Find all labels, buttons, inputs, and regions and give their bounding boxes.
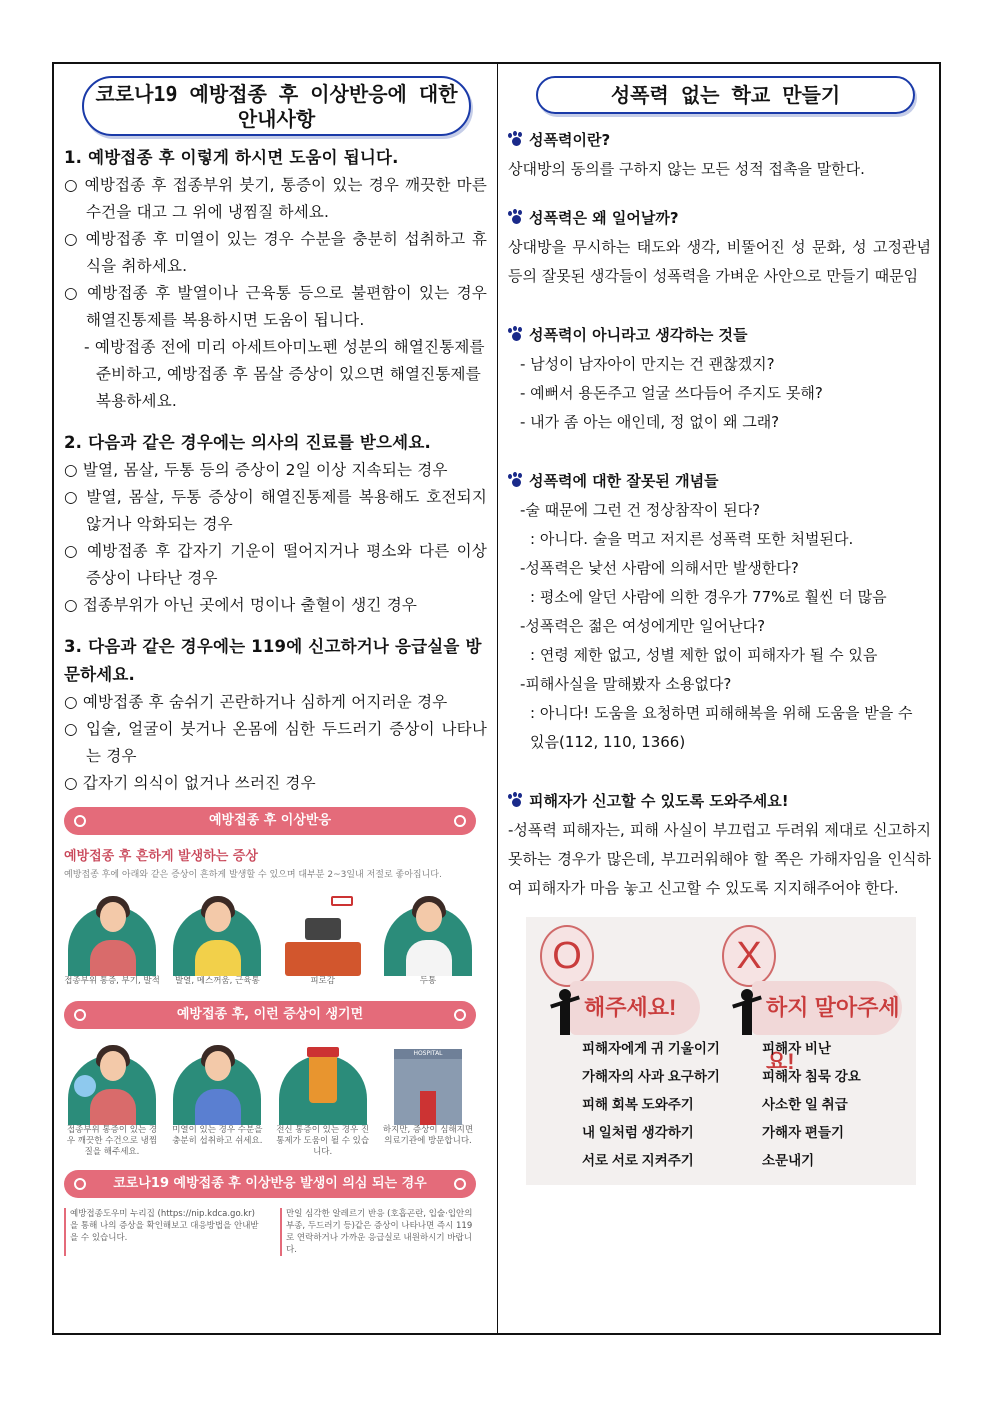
- symptom-label: 두통: [419, 976, 437, 986]
- question-heading: [508, 126, 931, 155]
- misconception-question: -성폭력은 젊은 여성에게만 일어난다?: [520, 617, 766, 635]
- list-item: ○ 예방접종 후 접종부위 붓기, 통증이 있는 경우 깨끗한 마른 수건을 대고 그 위에 냉찜질 하세요.: [64, 176, 487, 221]
- misconception-answer: : 아니다. 술을 먹고 저지른 성폭력 또한 처벌된다.: [530, 530, 854, 548]
- infographic-bar-1: [64, 807, 476, 835]
- list-item: ○ 발열, 몸살, 두통 증상이 해열진통제를 복용해도 호전되지 않거나 악화되는 경우: [64, 488, 487, 533]
- fatigue-illustration: [275, 888, 371, 976]
- section-3-heading: 3. 다음과 같은 경우에는 119에 신고하거나 응급실을 방문하세요.: [64, 637, 482, 684]
- question-heading: [508, 467, 931, 496]
- paragraph: -성폭력 피해자는, 피해 사실이 부끄럽고 두려워 제대로 신고하지 못하는 경우가 많은데, 부끄러워해야 할 쪽은 가해자임을 인식하여 피해자가 마음 놓고 신고할 수 있도록 지지해주어야 한다.: [508, 821, 931, 897]
- person-icon: [550, 989, 580, 1035]
- list-item: ○ 예방접종 후 미열이 있는 경우 수분을 충분히 섭취하고 휴식을 취하세요.: [64, 230, 487, 275]
- misconception-answer: : 연령 제한 없고, 성별 제한 없이 피해자가 될 수 있음: [530, 646, 878, 664]
- paw-icon: [508, 472, 524, 488]
- list-item: ○ 예방접종 후 갑자기 기운이 떨어지거나 평소와 다른 이상 증상이 나타난 경우: [64, 542, 487, 587]
- list-item: 피해자에게 귀 기울이기: [582, 1041, 720, 1056]
- misconception-answer: : 아니다! 도움을 요청하면 피해해복을 위해 도움을 받을 수 있음(112, 110, 1366): [530, 704, 913, 751]
- hospital-illustration: [380, 1037, 476, 1125]
- prevention-guide: [508, 126, 931, 903]
- heading-text: 성폭력은 왜 일어날까?: [529, 209, 679, 227]
- list-item: 피해 회복 도와주기: [582, 1097, 694, 1112]
- misconception-question: -술 때문에 그런 건 정상참작이 된다?: [520, 501, 761, 519]
- action-card: [169, 1037, 265, 1158]
- person-icon: [732, 989, 762, 1035]
- bar-dot-icon: [454, 1009, 466, 1021]
- action-card: [64, 1037, 160, 1158]
- list-subitem: - 예방접종 전에 미리 아세트아미노펜 성분의 해열진통제를 준비하고, 예방접종 후 몸살 증상이 있으면 해열진통제를 복용하세요.: [84, 338, 485, 410]
- do-sign: 해주세요!: [570, 981, 700, 1035]
- paw-icon: [508, 326, 524, 342]
- misconception-question: -성폭력은 낯선 사람에 의해서만 발생한다?: [520, 559, 799, 577]
- fever-illustration: [169, 888, 265, 976]
- footer-right-note: 만일 심각한 알레르기 반응 (호흡곤란, 입술·입안의 부종, 두드러기 등)같은 증상이 나타나면 즉시 119로 연락하거나 가까운 응급실로 내원하시기 바랍니다.: [280, 1208, 476, 1256]
- symptom-card: [380, 888, 476, 987]
- symptom-label: 접종부위 통증, 부기, 발적: [64, 976, 160, 986]
- dont-sign: 하지 말아주세요!: [752, 981, 902, 1035]
- do-dont-illustration: [526, 917, 916, 1185]
- action-row: [64, 1037, 476, 1158]
- heading-text: 피해자가 신고할 수 있도록 도와주세요!: [529, 792, 789, 810]
- right-column: [498, 64, 941, 1333]
- covid-guide: [64, 144, 487, 797]
- bar-dot-icon: [454, 815, 466, 827]
- footer-left-note: 예방접종도우미 누리집 (https://nip.kdca.go.kr)을 통해 나의 증상을 확인해보고 대응방법을 안내받을 수 있습니다.: [64, 1208, 260, 1256]
- do-list: [582, 1035, 720, 1175]
- injection-site-illustration: [64, 888, 160, 976]
- list-item: - 내가 좀 아는 애인데, 정 없이 왜 그래?: [520, 413, 780, 431]
- hospital-sign: HOSPITAL: [394, 1049, 462, 1059]
- action-label: 미열이 있는 경우 수분을 충분히 섭취하고 쉬세요.: [172, 1125, 263, 1146]
- list-item: - 남성이 남자아이 만지는 건 괜찮겠지?: [520, 355, 775, 373]
- infographic-note: 예방접종 후에 아래와 같은 증상이 흔하게 발생할 수 있으며 대부분 2~3일내 저절로 좋아집니다.: [64, 870, 442, 880]
- vaccine-infographic: [64, 807, 476, 1297]
- list-item: 피해자 침묵 강요: [762, 1069, 861, 1084]
- heading-text: 성폭력이 아니라고 생각하는 것들: [529, 326, 748, 344]
- infographic-subtitle: 예방접종 후 흔하게 발생하는 증상: [64, 849, 258, 864]
- o-balloon-icon: O: [540, 925, 594, 987]
- list-item: 사소한 일 취급: [762, 1097, 848, 1112]
- headache-illustration: [380, 888, 476, 976]
- dont-list: [762, 1035, 861, 1175]
- paragraph: 상대방을 무시하는 태도와 생각, 비뚤어진 성 문화, 성 고정관념 등의 잘못된 생각들이 성폭력을 가벼운 사안으로 만들기 때문임: [508, 238, 931, 285]
- list-item: ○ 예방접종 후 숨쉬기 곤란하거나 심하게 어지러운 경우: [64, 693, 448, 711]
- list-item: ○ 발열, 몸살, 두통 등의 증상이 2일 이상 지속되는 경우: [64, 461, 448, 479]
- action-card: [380, 1037, 476, 1158]
- action-label: 접종부위 통증이 있는 경우 깨끗한 수건으로 냉찜질을 해주세요.: [66, 1125, 158, 1157]
- action-label: 하지만, 증상이 심해지면 의료기관에 방문합니다.: [382, 1125, 474, 1146]
- paw-icon: [508, 209, 524, 225]
- symptom-label: 피로감: [310, 976, 335, 986]
- section-1-heading: 1. 예방접종 후 이렇게 하시면 도움이 됩니다.: [64, 148, 399, 167]
- action-card: [275, 1037, 371, 1158]
- symptom-row: [64, 888, 476, 987]
- paragraph: 상대방의 동의를 구하지 않는 모든 성적 접촉을 말한다.: [508, 160, 865, 178]
- page-frame: [52, 62, 941, 1335]
- bar-dot-icon: [74, 815, 86, 827]
- bar-dot-icon: [74, 1009, 86, 1021]
- infographic-bar-3: [64, 1170, 476, 1198]
- section-2-heading: 2. 다음과 같은 경우에는 의사의 진료를 받으세요.: [64, 433, 431, 452]
- list-item: ○ 접종부위가 아닌 곳에서 멍이나 출혈이 생긴 경우: [64, 596, 418, 614]
- cold-compress-illustration: [64, 1037, 160, 1125]
- symptom-label: 발열, 메스꺼움, 근육통: [174, 976, 260, 986]
- infographic-footer: [64, 1208, 476, 1256]
- infographic-bar-title: 예방접종 후, 이런 증상이 생기면: [176, 1007, 364, 1022]
- list-item: 가해자 편들기: [762, 1125, 844, 1140]
- list-item: ○ 입술, 얼굴이 붓거나 온몸에 심한 두드러기 증상이 나타나는 경우: [64, 720, 487, 765]
- x-balloon-icon: X: [722, 925, 776, 987]
- infographic-bar-title: 예방접종 후 이상반응: [208, 813, 332, 828]
- right-title: 성폭력 없는 학교 만들기: [536, 76, 915, 114]
- list-item: ○ 예방접종 후 발열이나 근육통 등으로 불편함이 있는 경우 해열진통제를 복용하시면 도움이 됩니다.: [64, 284, 487, 329]
- bar-dot-icon: [454, 1178, 466, 1190]
- left-title: 코로나19 예방접종 후 이상반응에 대한 안내사항: [82, 76, 471, 136]
- list-item: 소문내기: [762, 1153, 815, 1168]
- heading-text: 성폭력에 대한 잘못된 개념들: [529, 472, 719, 490]
- list-item: ○ 갑자기 의식이 없거나 쓰러진 경우: [64, 774, 316, 792]
- medicine-illustration: [275, 1037, 371, 1125]
- symptom-card: [64, 888, 160, 987]
- list-item: 가해자의 사과 요구하기: [582, 1069, 720, 1084]
- paw-icon: [508, 792, 524, 808]
- action-label: 전신 통증이 있는 경우 진통제가 도움이 될 수 있습니다.: [276, 1125, 370, 1157]
- misconception-answer: : 평소에 알던 사람에 의한 경우가 77%로 훨씬 더 많음: [530, 588, 887, 606]
- question-heading: [508, 787, 931, 816]
- symptom-card: [169, 888, 265, 987]
- question-heading: [508, 321, 931, 350]
- list-item: - 예뻐서 용돈주고 얼굴 쓰다듬어 주지도 못해?: [520, 384, 823, 402]
- list-item: 내 일처럼 생각하기: [582, 1125, 694, 1140]
- bar-dot-icon: [74, 1178, 86, 1190]
- paw-icon: [508, 131, 524, 147]
- infographic-bar-2: [64, 1001, 476, 1029]
- question-heading: [508, 204, 931, 233]
- rest-illustration: [169, 1037, 265, 1125]
- heading-text: 성폭력이란?: [529, 131, 611, 149]
- list-item: 서로 서로 지켜주기: [582, 1153, 694, 1168]
- misconception-question: -피해사실을 말해봤자 소용없다?: [520, 675, 732, 693]
- symptom-card: [275, 888, 371, 987]
- left-column: [54, 64, 497, 1333]
- infographic-bar-title: 코로나19 예방접종 후 이상반응 발생이 의심 되는 경우: [113, 1176, 427, 1191]
- list-item: 피해자 비난: [762, 1041, 831, 1056]
